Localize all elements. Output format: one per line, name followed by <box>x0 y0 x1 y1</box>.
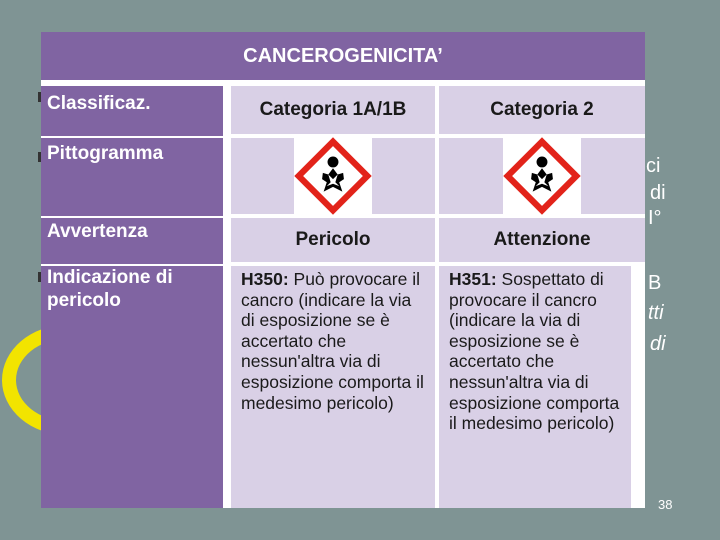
cell-category-1a-1b: Categoria 1A/1B <box>231 86 435 134</box>
row-divider <box>41 264 223 266</box>
hazard-text: Può provocare il cancro (indicare la via di esposizione se è accertato che nessun'altra via di esposizione comporta il medesimo pericolo) <box>241 269 424 413</box>
cell-pictogram-2 <box>439 138 645 214</box>
background-text-fragment: di <box>650 333 666 355</box>
cell-signal-word-1: Pericolo <box>231 218 435 262</box>
hazard-text: Sospettato di provocare il cancro (indicare la via di esposizione se è accertato che nessun'altra via di esposizione comporta il medesimo pericolo) <box>449 269 620 434</box>
row-label-signal-word: Avvertenza <box>47 221 148 242</box>
row-label-column <box>41 86 223 508</box>
background-text-fragment: I° <box>648 207 662 229</box>
page-number: 38 <box>658 497 673 512</box>
row-label-hazard-statement: Indicazione di pericolo <box>47 267 173 311</box>
table-title: CANCEROGENICITA’ <box>41 32 645 80</box>
health-hazard-icon <box>294 137 372 215</box>
background-text-fragment: B <box>648 272 662 294</box>
row-divider <box>41 136 223 138</box>
hazard-code: H350: <box>241 269 294 289</box>
background-footer-fragment <box>292 490 302 521</box>
health-hazard-icon <box>503 137 581 215</box>
background-text-fragment: di <box>650 182 666 204</box>
cell-hazard-statement-h351 <box>439 266 631 508</box>
row-label-classification: Classificaz. <box>47 93 151 114</box>
cell-hazard-statement-h350 <box>231 266 435 508</box>
hazard-code: H351: <box>449 269 502 289</box>
background-text-fragment: ci <box>646 155 661 177</box>
cell-pictogram-1 <box>231 138 435 214</box>
row-divider <box>41 216 223 218</box>
cell-signal-word-2: Attenzione <box>439 218 645 262</box>
cancerogenicity-table <box>41 32 645 508</box>
background-text-fragment: tti <box>648 302 664 324</box>
cell-category-2: Categoria 2 <box>439 86 645 134</box>
row-label-pictogram: Pittogramma <box>47 143 164 164</box>
